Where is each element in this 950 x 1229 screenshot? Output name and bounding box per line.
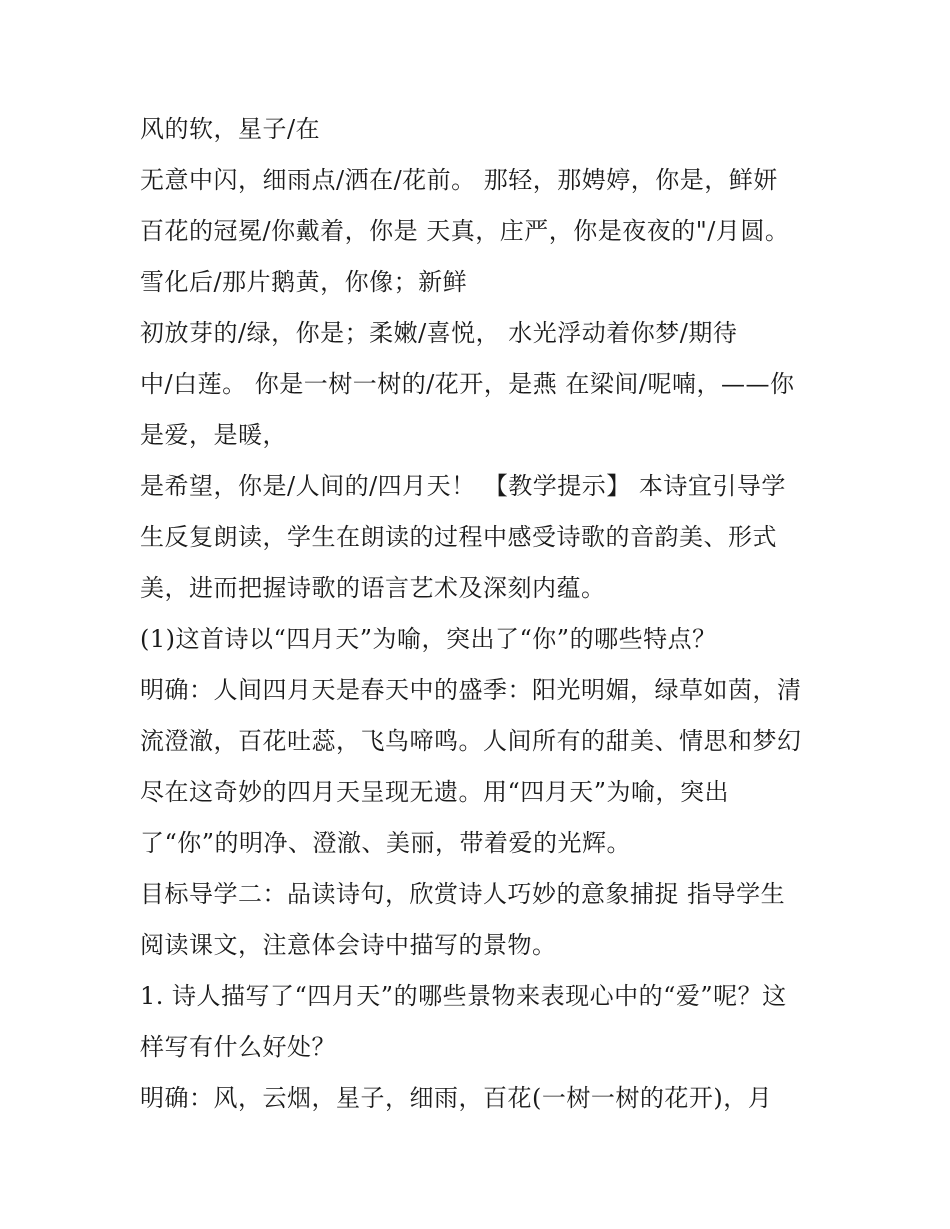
text-line: 中/白莲。 你是一树一树的/花开，是燕 在梁间/呢喃，——你 <box>140 370 795 398</box>
text-line: 了“你”的明净、澄澈、美丽，带着爱的光辉。 <box>140 829 632 857</box>
text-line: 无意中闪，细雨点/洒在/花前。 那轻，那娉婷，你是，鲜妍 <box>140 166 778 194</box>
text-line: 阅读课文，注意体会诗中描写的景物。 <box>140 931 557 959</box>
text-line: 美，进而把握诗歌的语言艺术及深刻内蕴。 <box>140 574 606 602</box>
question-heading: (1)这首诗以“四月天”为喻，突出了“你”的哪些特点？ <box>140 625 717 653</box>
text-line: 初放芽的/绿，你是；柔嫩/喜悦， 水光浮动着你梦/期待 <box>140 319 738 347</box>
text-line: 生反复朗读，学生在朗读的过程中感受诗歌的音韵美、形式 <box>140 523 777 551</box>
text-line: 是爱，是暖， <box>140 421 287 449</box>
text-line: 流澄澈，百花吐蕊，飞鸟啼鸣。人间所有的甜美、情思和梦幻 <box>140 727 802 755</box>
text-line: 雪化后/那片鹅黄，你像；新鲜 <box>140 268 468 296</box>
text-line: 明确：人间四月天是春天中的盛季：阳光明媚，绿草如茵，清 <box>140 676 802 704</box>
text-line: 是希望，你是/人间的/四月天！ 【教学提示】 本诗宜引导学 <box>140 472 786 500</box>
text-line: 明确：风，云烟，星子，细雨，百花(一树一树的花开)，月 <box>140 1084 773 1112</box>
text-line: 样写有什么好处？ <box>140 1033 336 1061</box>
section-heading: 目标导学二：品读诗句，欣赏诗人巧妙的意象捕捉 指导学生 <box>140 880 786 908</box>
text-line: 风的软，星子/在 <box>140 115 321 143</box>
text-line: 百花的冠冕/你戴着，你是 天真，庄严，你是夜夜的"/月圆。 <box>140 217 790 245</box>
text-line: 尽在这奇妙的四月天呈现无遗。用“四月天”为喻，突出 <box>140 778 730 806</box>
document-body <box>140 104 830 1124</box>
question-heading: 1. 诗人描写了“四月天”的哪些景物来表现心中的“爱”呢？这 <box>140 982 787 1010</box>
